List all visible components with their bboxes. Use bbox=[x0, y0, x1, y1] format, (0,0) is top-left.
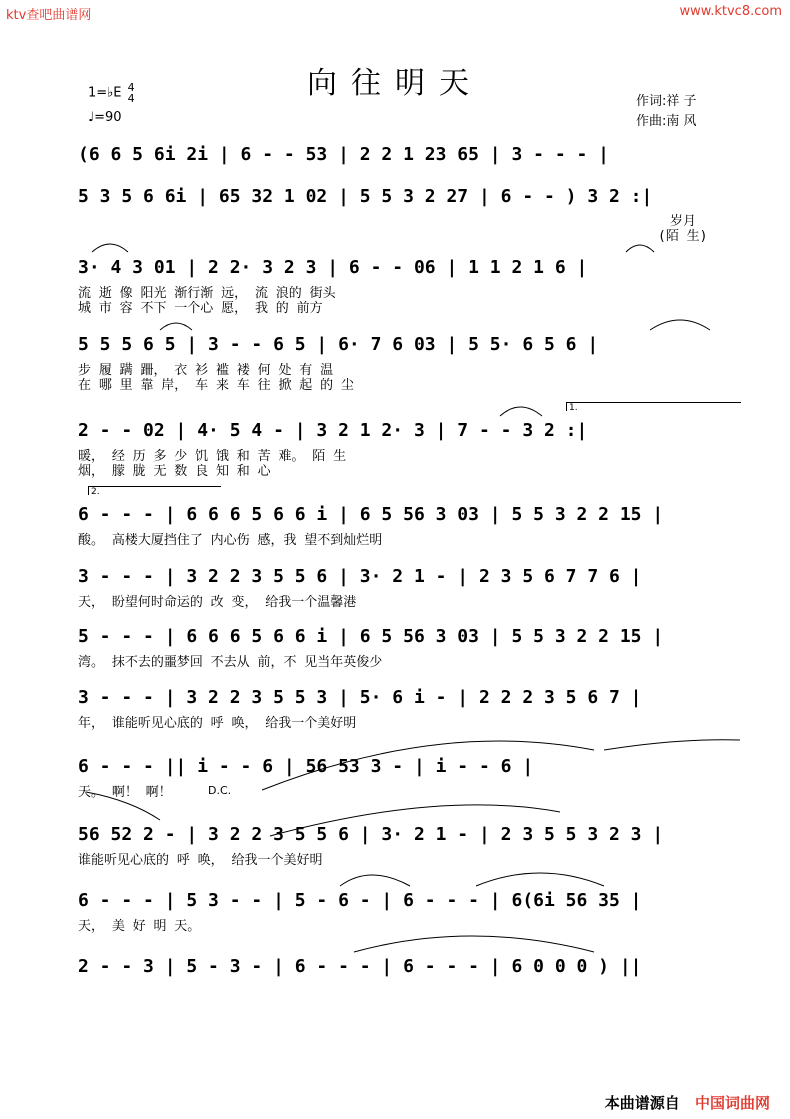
lyric-verse1: 年， 谁能听见心底的 呼 唤， 给我一个美好明 bbox=[78, 716, 357, 731]
lyric-verse2: 在 哪 里 靠 岸， 车 来 车 往 掀 起 的 尘 bbox=[78, 378, 354, 393]
notation: 2 - - 3 | 5 - 3 - | 6 - - - | 6 - - - | 6 0 0 0 ) || bbox=[78, 956, 642, 977]
lyric-verse1: 暖， 经 历 多 少 饥 饿 和 苦 难。 陌 生 bbox=[78, 449, 347, 464]
notation: 5 5 5 6 5 | 3 - - 6 5 | 6· 7 6 03 | 5 5· 6 5 6 | bbox=[78, 334, 599, 355]
lyric-verse2: (陌 生) bbox=[658, 229, 708, 244]
slur bbox=[160, 323, 192, 330]
notation: 56 52 2 - | 3 2 2 3 5 5 6 | 3· 2 1 - | 2 3 5 5 3 2 3 | bbox=[78, 824, 664, 845]
slur bbox=[500, 407, 542, 416]
lyric-verse1: 谁能听见心底的 呼 唤， 给我一个美好明 bbox=[78, 853, 323, 868]
composer: 作曲:南 风 bbox=[636, 114, 697, 129]
lyric-verse2: 烟， 朦 胧 无 数 良 知 和 心 bbox=[78, 464, 271, 479]
volta-first-ending: 1. bbox=[566, 402, 741, 411]
lyric-verse1: 湾。 抹不去的噩梦回 不去从 前，不 见当年英俊少 bbox=[78, 655, 383, 670]
notation: 3· 4 3 01 | 2 2· 3 2 3 | 6 - - 06 | 1 1 2 1 6 | bbox=[78, 257, 588, 278]
lyric-verse1: 天， 盼望何时命运的 改 变， 给我一个温馨港 bbox=[78, 595, 357, 610]
notation: (6 6 5 6i 2i | 6 - - 53 | 2 2 1 23 65 | 3 - - - | bbox=[78, 144, 610, 165]
time-top: 4 bbox=[127, 81, 135, 94]
song-title: 向往明天 bbox=[307, 66, 483, 101]
lyric-verse1: 流 逝 像 阳光 渐行渐 远， 流 浪的 街头 bbox=[78, 286, 336, 301]
tempo-marking: ♩=90 bbox=[88, 110, 122, 125]
slur bbox=[340, 875, 410, 886]
slur bbox=[92, 244, 128, 252]
lyricist: 作词:祥 子 bbox=[636, 94, 697, 109]
volta-second-ending: 2. bbox=[88, 486, 221, 495]
notation: 6 - - - | 5 3 - - | 5 - 6 - | 6 - - - | 6(6i 56 35 | bbox=[78, 890, 642, 911]
footer-site: 中国词曲网 bbox=[694, 1094, 770, 1112]
notation: 5 3 5 6 6i | 65 32 1 02 | 5 5 3 2 27 | 6 - - ) 3 2 :| bbox=[78, 186, 653, 207]
footer-source: 本曲谱源自 bbox=[604, 1094, 680, 1112]
watermark-right: www.ktvc8.com bbox=[679, 4, 782, 19]
slur bbox=[476, 873, 604, 886]
slur bbox=[604, 740, 740, 750]
footer bbox=[605, 1092, 770, 1113]
notation: 3 - - - | 3 2 2 3 5 5 3 | 5· 6 i - | 2 2 2 3 5 6 7 | bbox=[78, 687, 642, 708]
slur bbox=[626, 245, 654, 252]
notation: 6 - - - | 6 6 6 5 6 6 i | 6 5 56 3 03 | 5 5 3 2 2 15 | bbox=[78, 504, 664, 525]
lyric-verse1: 步 履 蹒 跚， 衣 衫 褴 褛 何 处 有 温 bbox=[78, 363, 334, 378]
lyric-verse2: 城 市 容 不下 一个心 愿， 我 的 前方 bbox=[78, 301, 323, 316]
watermark-left: ktv查吧曲谱网 bbox=[6, 8, 92, 23]
notation: 6 - - - || i - - 6 | 56 53 3 - | i - - 6 | bbox=[78, 756, 534, 777]
notation: 2 - - 02 | 4· 5 4 - | 3 2 1 2· 3 | 7 - - 3 2 :| bbox=[78, 420, 588, 441]
slur bbox=[650, 320, 710, 330]
lyric-verse1: 天。 啊！ 啊！ bbox=[78, 785, 172, 800]
notation: 5 - - - | 6 6 6 5 6 6 i | 6 5 56 3 03 | 5 5 3 2 2 15 | bbox=[78, 626, 664, 647]
lyric-verse1: 岁月 bbox=[670, 214, 697, 229]
notation: 3 - - - | 3 2 2 3 5 5 6 | 3· 2 1 - | 2 3 5 6 7 7 6 | bbox=[78, 566, 642, 587]
lyric-verse1: 酸。 高楼大厦挡住了 内心伤 感，我 望不到灿烂明 bbox=[78, 533, 383, 548]
slur bbox=[354, 936, 594, 952]
da-capo-mark: D.C. bbox=[208, 784, 232, 797]
key-label: 1=♭E bbox=[88, 85, 122, 101]
lyric-verse1: 天， 美 好 明 天。 bbox=[78, 919, 201, 934]
time-bottom: 4 bbox=[127, 92, 135, 105]
